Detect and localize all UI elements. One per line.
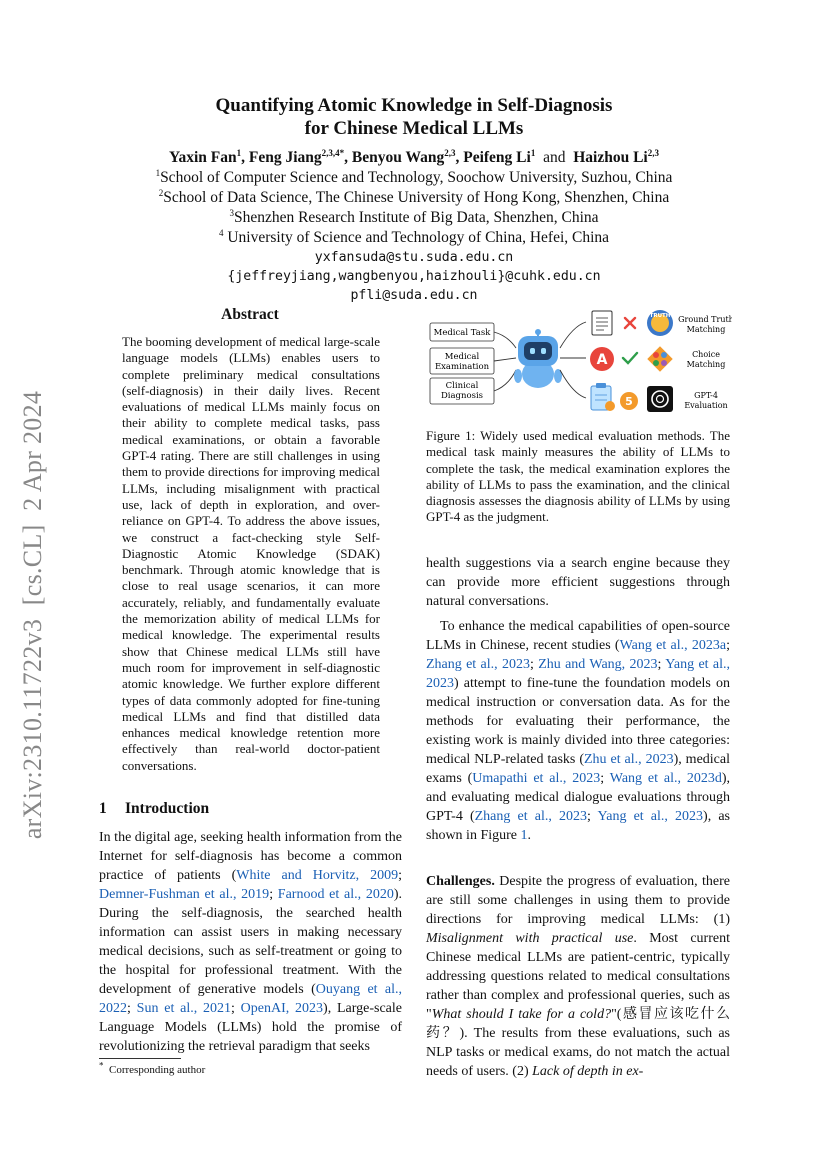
paper-title (0, 94, 828, 140)
title-line-1: Quantifying Atomic Knowledge in Self-Diagnosis (215, 95, 613, 116)
body-text: . Most current Chinese medical LLMs are patient-centric, typically addressing questions related to medical consultations rather than complex and professional queries, such as " (426, 931, 730, 1022)
emphasis-text: Misalignment with practical use (426, 931, 634, 946)
author: Haizhou Li$^{2,3}$ (573, 147, 659, 166)
figure-1-diagram (428, 306, 732, 418)
email: yxfansuda@stu.suda.edu.cn (314, 250, 514, 265)
svg-text:5: 5 (625, 395, 633, 408)
choice-icon (647, 346, 672, 371)
cross-icon (625, 318, 635, 328)
svg-text:TRUTH: TRUTH (649, 313, 671, 319)
body-text: ; (398, 868, 402, 883)
citation-link[interactable]: Farnood et al., 2020 (277, 887, 394, 902)
section-heading: 1 Introduction (99, 800, 210, 817)
label-ground-truth: Ground Truth (678, 315, 732, 324)
footnote: * Corresponding author (99, 1060, 206, 1076)
box-clinical-diagnosis-label: Clinical (445, 381, 479, 391)
figure-1 (428, 306, 732, 418)
body-text: ), Large-scale Language Models (LLMs) hold the promise of revolutionizing the retrieval paradigm that seeks (99, 1001, 402, 1054)
label-choice: Matching (686, 360, 726, 369)
body-text: ; (657, 657, 666, 672)
author-list: Yaxin Fan$^1$, Feng Jiang$^{2,3,4*}$, Benyou Wang$^{2,3}$, Peifeng Li$^1$ and Haizhou Li$^{2,3}$ (169, 147, 659, 166)
body-text: ) attempt to fine-tune the foundation models on medical instruction or conversation data. As for the methods for evaluating their performance, the existing work is mainly divided into three categories: medical NLP-related tasks ( (426, 676, 730, 767)
body-text: ), medical exams ( (426, 752, 730, 786)
label-choice: Choice (692, 350, 720, 359)
abstract-body: The booming development of medical large-scale language models (LLMs) enables users to complete preliminary medical consultations (self-diagnosis) in their daily lives. Recent evaluations of medical LLMs mainly focus on their ability to complete medical tasks, pass medical examinations, or obtain a favorable GPT-4 rating. There are still challenges in using them to provide directions for improving medical LLMs, including misalignment with practical use, lack of depth in exploration, and over-reliance on GPT-4. To address the above issues, we construct a fact-checking style Self-Diagnostic Atomic Knowledge (SDAK) benchmark. Through atomic knowledge that is close to real usage scenarios, it can more accurately, reliably, and fundamentally evaluate the memorization ability of medical LLMs for medical knowledge. The experimental results show that Chinese medical LLMs still have much room for improvement in self-diagnostic atomic knowledge. We further explore different types of data commonly adopted for fine-tuning medical LLMs and find that distilled data enhances medical knowledge retention more effectively than real-world doctor-patient conversations. (122, 334, 380, 773)
affiliation: $^1$School of Computer Science and Technology, Soochow University, Suzhou, China (155, 167, 673, 186)
citation-link[interactable]: Umapathi et al., 2023 (472, 771, 601, 786)
gpt-logo-icon (647, 386, 673, 412)
label-ground-truth: Matching (686, 325, 726, 334)
citation-link[interactable]: Demner-Fushman et al., 2019 (99, 887, 270, 902)
author: Benyou Wang$^{2,3}$ (351, 147, 456, 166)
citation-link[interactable]: Sun et al., 2021 (136, 1001, 231, 1016)
body-text: "(感冒应该吃什么药？). The results from these evaluations, such as NLP tasks or medical exams, do not match the actual needs of users. (2) (426, 1007, 730, 1079)
citation-link[interactable]: Yang et al., 2023 (426, 657, 730, 691)
affiliation: $^2$School of Data Science, The Chinese University of Hong Kong, Shenzhen, China (158, 187, 670, 206)
footnote-rule (99, 1058, 181, 1059)
and-word: and (543, 149, 566, 166)
box-medical-examination-label: Medical (444, 352, 480, 362)
arxiv-identifier: arXiv:2310.11722v3 [cs.CL] 2 Apr 2024 (18, 390, 47, 840)
citation-link[interactable]: White and Horvitz, 2009 (236, 868, 399, 883)
affiliation: $^3$Shenzhen Research Institute of Big Data, Shenzhen, China (229, 207, 599, 226)
emphasis-text: Lack of depth in ex- (532, 1064, 644, 1079)
score-five-icon (620, 392, 638, 410)
affiliation: $^4$ University of Science and Technology of China, Hefei, China (218, 227, 610, 246)
robot-icon (514, 329, 562, 388)
label-gpt4: GPT-4 (694, 391, 718, 400)
body-text: health suggestions via a search engine because they can provide more efficient suggestions through natural conversations. (426, 556, 730, 609)
citation-link[interactable]: 1 (520, 828, 528, 843)
body-text: ; (127, 1001, 137, 1016)
citation-link[interactable]: Wang et al., 2023a (619, 638, 727, 653)
clipboard-icon (591, 383, 615, 411)
body-text: ; (587, 809, 598, 824)
citation-link[interactable]: Zhang et al., 2023 (474, 809, 587, 824)
email: pfli@suda.edu.cn (350, 288, 478, 303)
body-text: ; (230, 1001, 241, 1016)
body-text: Despite the progress of evaluation, there are still some challenges in using them to provide directions for improving medical LLMs: (1) (426, 874, 730, 927)
author: Yaxin Fan$^1$ (169, 147, 242, 166)
author: Feng Jiang$^{2,3,4*}$ (248, 147, 345, 166)
figure-caption: Figure 1: Widely used medical evaluation methods. The medical task mainly measures the ability of LLMs to complete the task, the medical examination explores the ability of LLMs to pass the examination, and the clinical diagnosis assesses the diagnosis ability of LLMs by using GPT-4 as the judgment. (426, 428, 730, 525)
document-icon (592, 311, 612, 335)
box-medical-examination-label: Examination (434, 362, 490, 372)
citation-link[interactable]: Wang et al., 2023d (609, 771, 722, 786)
box-medical-task-label: Medical Task (433, 328, 491, 338)
citation-link[interactable]: Ouyang et al., 2022 (99, 982, 403, 1016)
check-icon (623, 353, 637, 363)
citation-link[interactable]: OpenAI, 2023 (240, 1001, 324, 1016)
citation-link[interactable]: Zhang et al., 2023 (426, 657, 530, 672)
challenges-paragraph (426, 872, 730, 1081)
truth-badge-icon (647, 310, 673, 336)
body-text: To enhance the medical capabilities of open-source LLMs in Chinese, recent studies ( (426, 619, 730, 653)
body-text: In the digital age, seeking health information from the Internet for self-diagnosis has become a common practice of patients ( (99, 830, 402, 883)
citation-link[interactable]: Zhu and Wang, 2023 (538, 657, 658, 672)
intro-paragraph-2 (426, 554, 730, 845)
body-text: ), as shown in Figure (426, 809, 731, 843)
box-clinical-diagnosis-label: Diagnosis (440, 391, 484, 401)
body-text: ; (529, 657, 539, 672)
answer-a-icon (590, 347, 614, 371)
intro-paragraph-1 (99, 828, 402, 1056)
body-text: ; (726, 638, 730, 653)
body-text: . (527, 828, 531, 843)
body-text: ; (269, 887, 278, 902)
abstract-heading: Abstract (221, 306, 279, 323)
body-text: ), and evaluating medical dialogue evaluations through GPT-4 ( (426, 771, 730, 824)
title-line-2: for Chinese Medical LLMs (304, 118, 524, 139)
citation-link[interactable]: Zhu et al., 2023 (584, 752, 674, 767)
citation-link[interactable]: Yang et al., 2023 (597, 809, 704, 824)
label-gpt4: Evaluation (684, 401, 728, 410)
run-in-heading: Challenges. (426, 874, 495, 889)
emphasis-text: What should I take for a cold? (431, 1007, 612, 1022)
svg-text:A: A (596, 352, 608, 368)
body-text: ). During the self-diagnosis, the searched health information can assist users in making necessary medical decisions, such as self-treatment or going to the hospital for professional treatment. With the development of generative models ( (99, 887, 402, 997)
author: Peifeng Li$^1$ (463, 147, 536, 166)
email: {jeffreyjiang,wangbenyou,haizhouli}@cuhk.edu.cn (227, 269, 601, 284)
body-text: ; (600, 771, 610, 786)
